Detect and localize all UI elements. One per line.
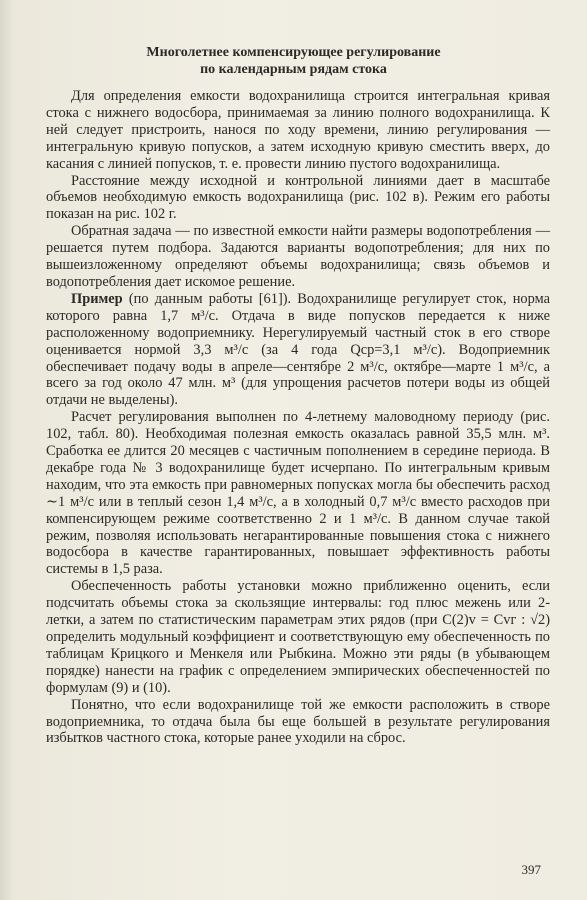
paragraph-text: (по данным работы [61]). Водохранилище регулирует сток, норма которого равна 1,7 м³/с. Отдача в виде попусков передается к ниже расположенному водоприемнику. Нерегулируемый частный сток в его створе оценивается нормой 3,3 м³/с (за 4 года Qср=3,1 м³/с). Водоприемник обеспечивает подачу воды в апреле—сентябре 2 м³/с, октябре—марте 1 м³/с, а всего за год около 47 млн. м³ (для упрощения расчетов потери воды из общей отдачи не выделены). [46,290,550,409]
heading-line-1: Многолетнее компенсирующее регулирование [146,45,441,60]
paragraph-text: Обратная задача — по известной емкости найти размеры водопотребления — решается путем подбора. Задаются варианты водопотребления; для них по вышеизложенному определяют объемы водохранилища; связь объемов и водопотребления дает искомое решение. [46,223,550,290]
paragraph [46,88,550,173]
paragraph [46,697,550,748]
page-number: 397 [521,862,541,877]
paragraph-text: Для определения емкости водохранилища строится интегральная кривая стока с нижнего водосбора, принимаемая за линию полного водохранилища. К ней следует пристроить, нанося по ходу времени, линию регулирования — интегральную кривую попусков, а затем исходную кривую сместить вверх, до касания с линией попусков, т. е. провести линию пустого водохранилища. [46,88,550,172]
paragraph-text: Понятно, что если водохранилище той же емкости расположить в створе водоприемника, то отдача была бы еще большей в результате регулирования избытков частного стока, которые ранее уходили на сброс. [46,696,550,747]
example-lead-word: Пример [71,290,123,307]
paragraph-text: Расстояние между исходной и контрольной линиями дает в масштабе объемов необходимую емкость водохранилища (рис. 102 в). Режим его работы показан на рис. 102 г. [46,172,550,223]
paragraph-text: Расчет регулирования выполнен по 4-летнему маловодному периоду (рис. 102, табл. 80). Необходимая полезная емкость оказалась равной 35,5 млн. м³. Сработка ее длится 20 месяцев с частичным пополнением в середине периода. В декабре года № 3 водохранилище будет исчерпано. По интегральным кривым находим, что эта емкость при равномерных попусках могла бы обеспечить расход ∼1 м³/с или в теплый сезон 1,4 м³/с, а в холодный 0,7 м³/с вместо расходов при компенсирующем режиме соответственно 2 и 1 м³/с. В данном случае такой режим, позволяя использовать негарантированные повышения стока с нижнего водосбора в качестве гарантированных, повышает эффективность работы системы в 1,5 раза. [46,409,550,578]
example-paragraph [46,291,550,409]
paragraph [46,578,550,696]
body-text [46,88,550,747]
heading-line-2: по календарным рядам стока [200,62,387,77]
section-heading [0,44,587,78]
paragraph [46,409,550,578]
paragraph [46,173,550,224]
paragraph [46,223,550,291]
paragraph-text: Обеспеченность работы установки можно приближенно оценить, если подсчитать объемы стока за скользящие интервалы: год плюс межень или 2-летки, а затем по статистическим параметрам этих рядов (при C(2)v = Cvг : √2) определить модульный коэффициент и соответствующую ему обеспеченность по таблицам Крицкого и Менкеля или Рыбкина. Можно эти ряды (в убывающем порядке) нанести на график с определением эмпирических обеспеченностей по формулам (9) и (10). [46,578,550,696]
